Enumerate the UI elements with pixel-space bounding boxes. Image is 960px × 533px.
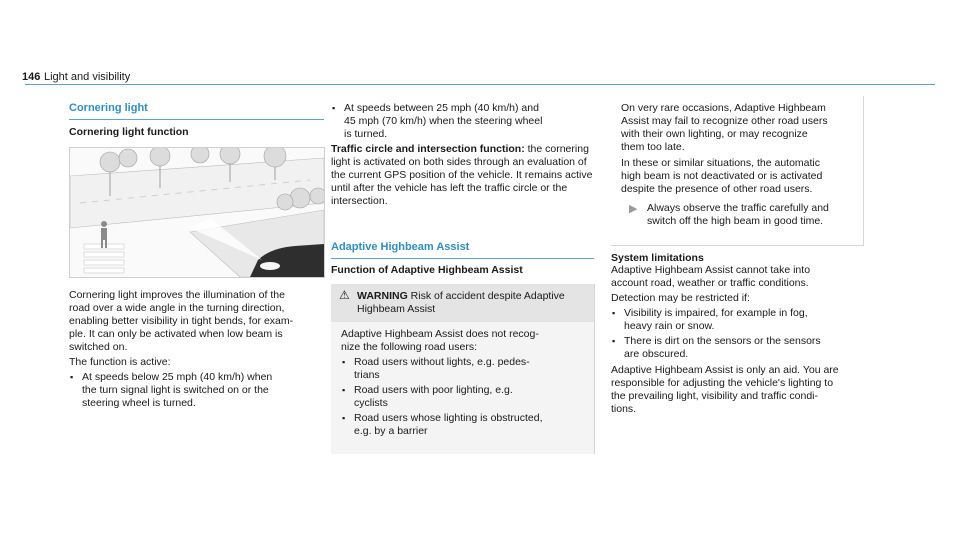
- list-item: ▪ There is dirt on the sensors or the sensors are obscured.: [611, 335, 911, 361]
- note-action: Always observe the traffic carefully and switch off the high beam in good time.: [647, 202, 829, 227]
- traffic-circle-label: Traffic circle and intersection function:: [331, 143, 525, 155]
- detection-label: Detection may be restricted if:: [611, 292, 750, 304]
- note-paragraph-2: In these or similar situations, the automatic high beam is not deactivated or is activated despite the presence of other road users.: [621, 157, 823, 195]
- section-rule: [331, 258, 594, 259]
- section-title-cornering-light: Cornering light: [69, 102, 148, 114]
- list-item: ▪ At speeds below 25 mph (40 km/h) when the turn signal light is switched on or the steering wheel is turned.: [69, 371, 329, 410]
- note-box: [611, 96, 864, 246]
- subtitle-cornering-function: Cornering light function: [69, 126, 189, 138]
- traffic-circle-text: the cornering light is activated on both sides through an evaluation of the current GPS position of the vehicle. It remains active until after the vehicle has left the traffic circle or the intersection.: [331, 143, 593, 207]
- subtitle-adaptive-highbeam: Function of Adaptive Highbeam Assist: [331, 264, 523, 276]
- warning-title: Risk of accident despite Adaptive Highbeam Assist: [357, 290, 565, 315]
- warning-box: [331, 284, 595, 454]
- note-paragraph-1: On very rare occasions, Adaptive Highbeam Assist may fail to recognize other road users with their own lighting, or may recognize them too late.: [621, 102, 828, 153]
- warning-text: Adaptive Highbeam Assist does not recog- nize the following road users:: [341, 328, 539, 353]
- chapter-title: Light and visibility: [44, 71, 131, 83]
- section-title-adaptive-highbeam: Adaptive Highbeam Assist: [331, 241, 470, 253]
- page-number: 146: [22, 71, 41, 83]
- header-rule: [25, 84, 935, 85]
- list-item: ▪ Visibility is impaired, for example in fog, heavy rain or snow.: [611, 307, 911, 333]
- street-scene-icon: [70, 148, 324, 277]
- system-limitations-text: Adaptive Highbeam Assist cannot take into account road, weather or traffic conditions.: [611, 264, 811, 289]
- warning-triangle-icon: ⚠: [339, 288, 350, 302]
- final-paragraph: Adaptive Highbeam Assist is only an aid. You are responsible for adjusting the vehicle's lighting to the prevailing light, visibility and traffic condi- tions.: [611, 364, 839, 415]
- traffic-circle-paragraph: [331, 143, 593, 208]
- list-item: ▪ At speeds between 25 mph (40 km/h) and 45 mph (70 km/h) when the steering wheel is turned.: [331, 102, 593, 141]
- list-item: ▪ Road users with poor lighting, e.g. cyclists: [341, 384, 586, 410]
- function-active-label: The function is active:: [69, 356, 171, 368]
- section-rule: [69, 119, 324, 120]
- play-arrow-icon: ▶: [629, 203, 638, 215]
- warning-header: [331, 284, 594, 322]
- cornering-description: Cornering light improves the illumination of the road over a wide angle in the turning direction, enabling better visibility in tight bends, for exam- ple. It can only be activated when low beam is switched on.: [69, 289, 294, 353]
- list-item: ▪ Road users whose lighting is obstructed, e.g. by a barrier: [341, 412, 586, 438]
- warning-label: WARNING: [357, 290, 408, 302]
- list-item: ▪ Road users without lights, e.g. pedes- trians: [341, 356, 586, 382]
- system-limitations-title: System limitations: [611, 252, 704, 264]
- street-scene-illustration: [69, 147, 325, 278]
